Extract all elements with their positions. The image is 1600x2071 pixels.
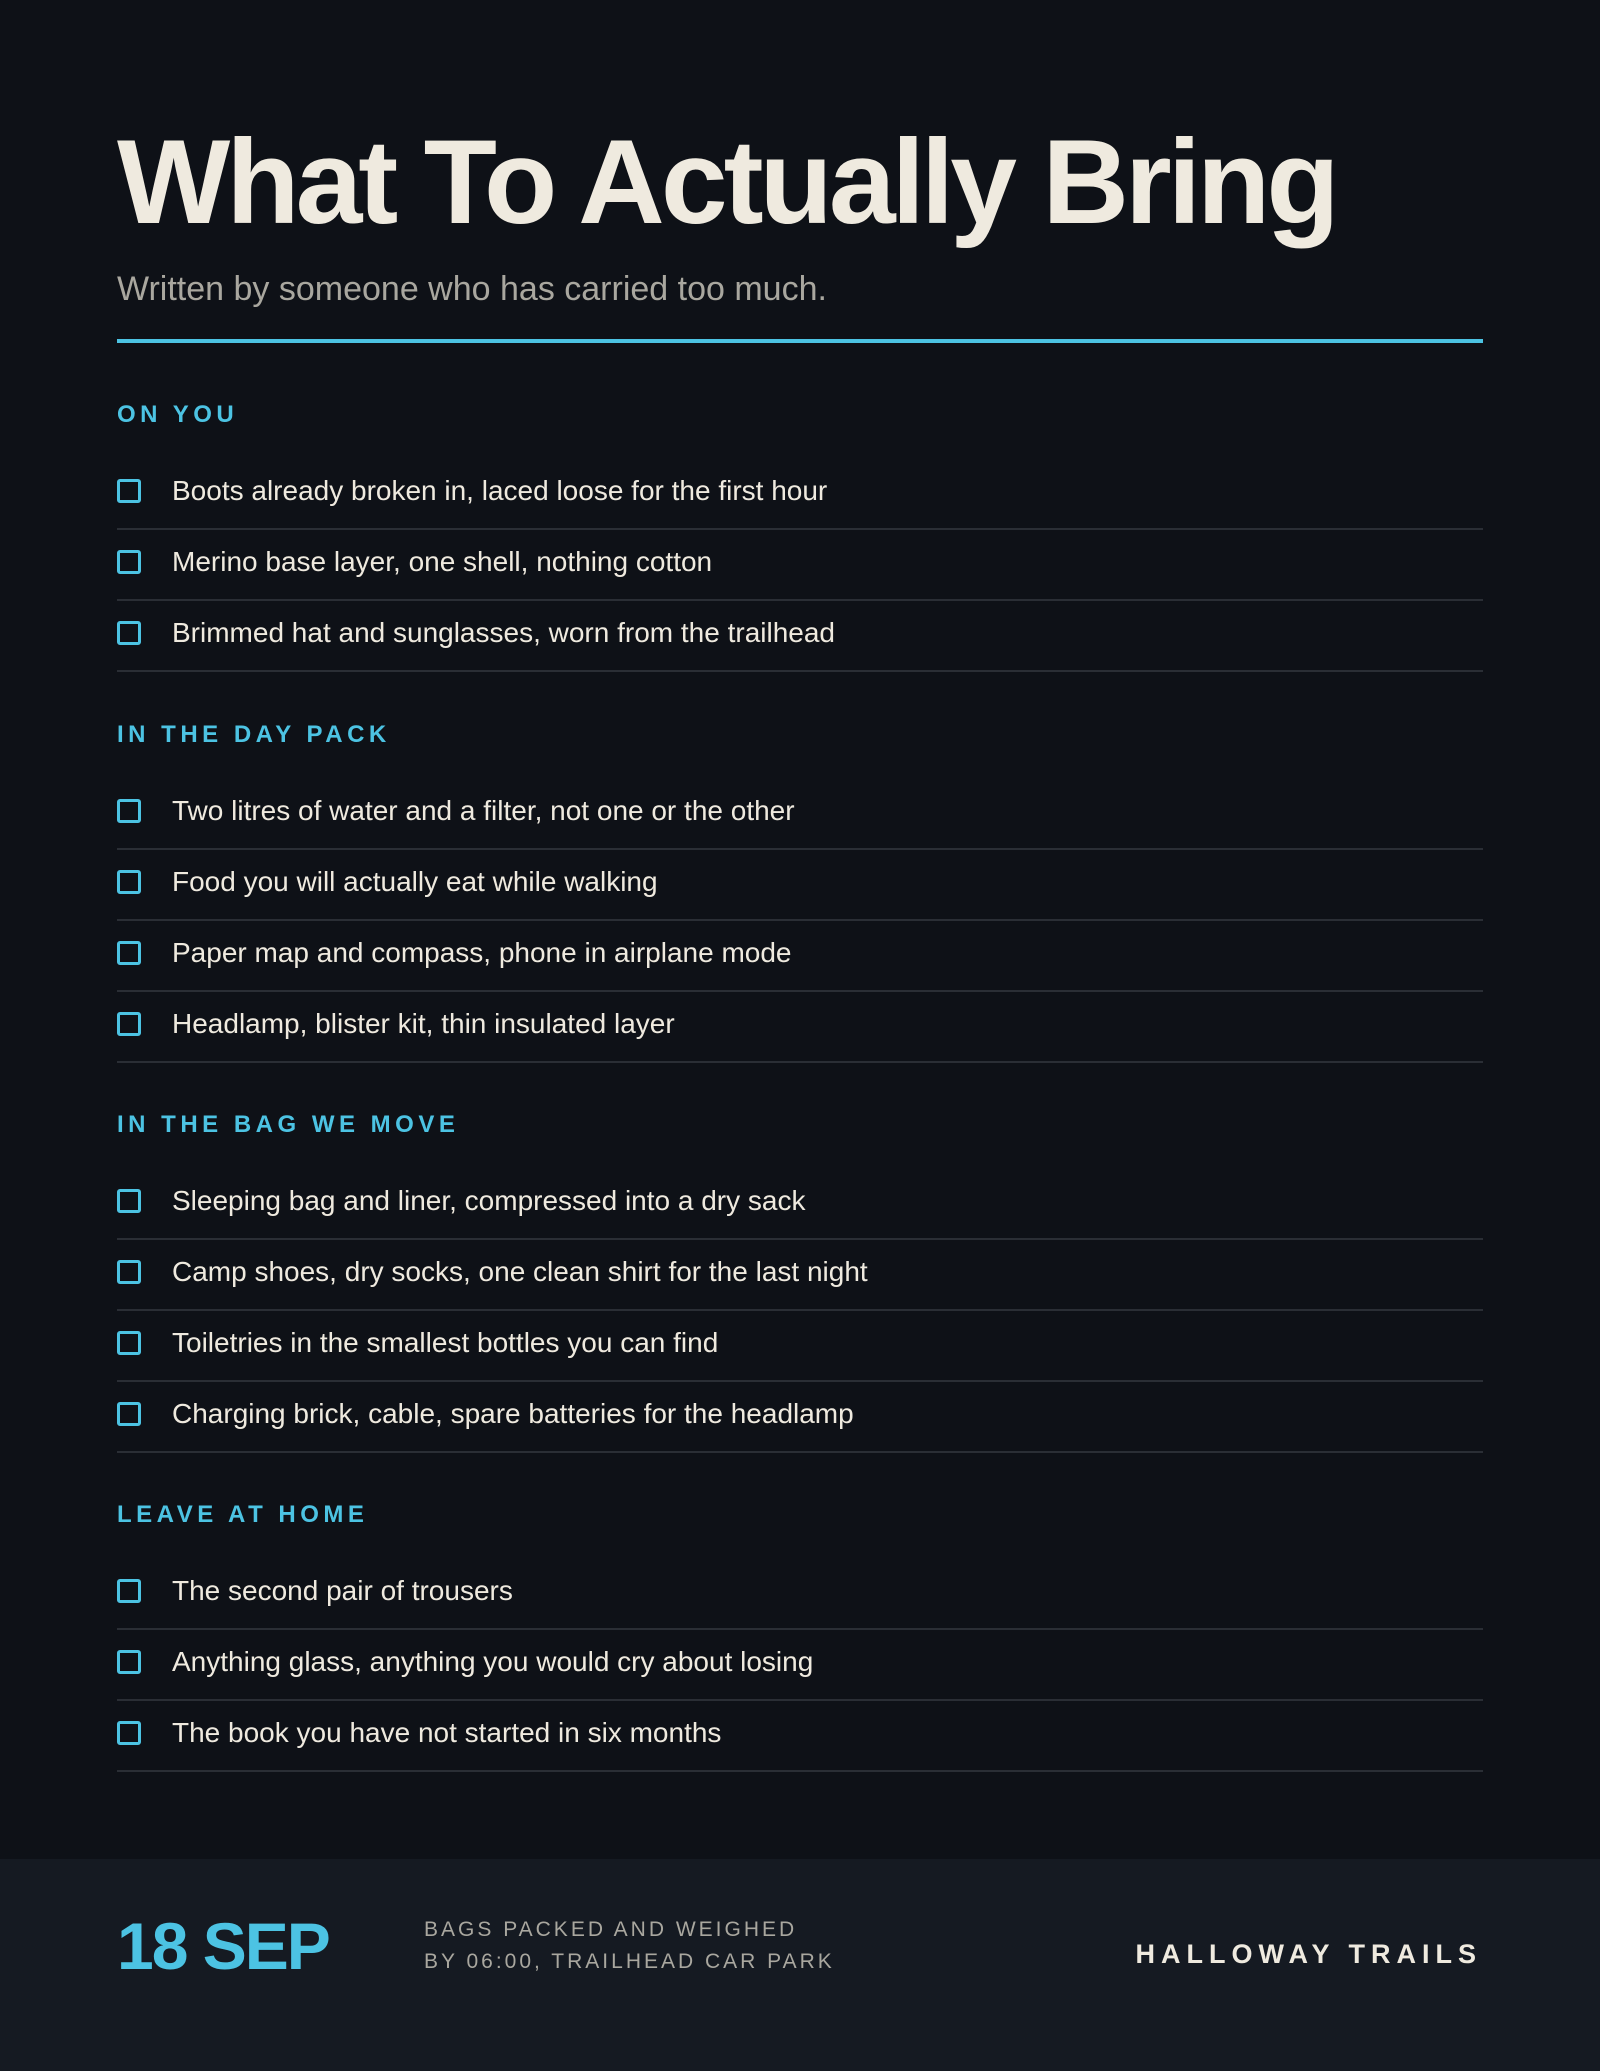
checklist-item[interactable] [117,1169,1483,1240]
checkbox-icon[interactable] [117,1721,141,1745]
header-divider [117,339,1483,343]
checkbox-icon[interactable] [117,621,141,645]
checklist-item-label: Toiletries in the smallest bottles you can find [172,1326,719,1358]
checklist-item-label: Anything glass, anything you would cry about losing [172,1645,814,1677]
checklist-item[interactable] [117,1240,1483,1311]
checkbox-icon[interactable] [117,550,141,574]
checkbox-icon[interactable] [117,1189,141,1213]
section-heading: IN THE BAG WE MOVE [117,1111,460,1138]
section-heading: LEAVE AT HOME [117,1501,369,1528]
checklist-item[interactable] [117,1311,1483,1382]
checkbox-icon[interactable] [117,1012,141,1036]
checklist-item[interactable] [117,850,1483,921]
checklist-item[interactable] [117,1559,1483,1630]
checklist-item[interactable] [117,779,1483,850]
checklist-item[interactable] [117,1701,1483,1772]
checklist-item-label: Boots already broken in, laced loose for the first hour [172,474,828,506]
checklist [117,1559,1483,1772]
checklist-item[interactable] [117,1382,1483,1453]
checkbox-icon[interactable] [117,941,141,965]
checklist-item-label: Two litres of water and a filter, not one or the other [172,794,795,826]
section-in-the-day-pack [117,720,1483,1063]
checklist-item[interactable] [117,1630,1483,1701]
checklist-item-label: Charging brick, cable, spare batteries for the headlamp [172,1397,854,1429]
checkbox-icon[interactable] [117,1579,141,1603]
section-on-you [117,400,1483,672]
checklist-item-label: Paper map and compass, phone in airplane mode [172,936,792,968]
checklist-item[interactable] [117,530,1483,601]
checklist-item-label: The book you have not started in six months [172,1716,722,1748]
checklist-item-label: The second pair of trousers [172,1574,513,1606]
footer-note-line: BY 06:00, TRAILHEAD CAR PARK [424,1950,835,1973]
checkbox-icon[interactable] [117,1402,141,1426]
checklist [117,779,1483,1063]
footer-note-line: BAGS PACKED AND WEIGHED [424,1918,798,1941]
footer-brand: HALLOWAY TRAILS [1135,1939,1482,1969]
page-subtitle: Written by someone who has carried too much. [117,270,827,308]
checklist-item[interactable] [117,459,1483,530]
checkbox-icon[interactable] [117,870,141,894]
checkbox-icon[interactable] [117,1260,141,1284]
checklist [117,1169,1483,1453]
section-heading: ON YOU [117,401,239,428]
page-title: What To Actually Bring [117,115,1336,249]
checklist-item-label: Merino base layer, one shell, nothing cotton [172,545,713,577]
footer-note [424,1914,835,1978]
section-in-the-bag-we-move [117,1110,1483,1453]
checklist-item[interactable] [117,601,1483,672]
checklist-item-label: Camp shoes, dry socks, one clean shirt for the last night [172,1255,868,1287]
checklist-item-label: Food you will actually eat while walking [172,865,658,897]
section-heading: IN THE DAY PACK [117,721,391,748]
checklist-item-label: Brimmed hat and sunglasses, worn from the trailhead [172,616,835,648]
checkbox-icon[interactable] [117,1331,141,1355]
checkbox-icon[interactable] [117,1650,141,1674]
section-leave-at-home [117,1500,1483,1772]
footer-date: 18 SEP [117,1909,329,1983]
checklist-item-label: Sleeping bag and liner, compressed into a dry sack [172,1184,806,1216]
footer [0,1859,1600,2071]
checklist-item[interactable] [117,992,1483,1063]
checklist [117,459,1483,672]
checklist-item[interactable] [117,921,1483,992]
checklist-item-label: Headlamp, blister kit, thin insulated layer [172,1007,675,1039]
checkbox-icon[interactable] [117,799,141,823]
checkbox-icon[interactable] [117,479,141,503]
